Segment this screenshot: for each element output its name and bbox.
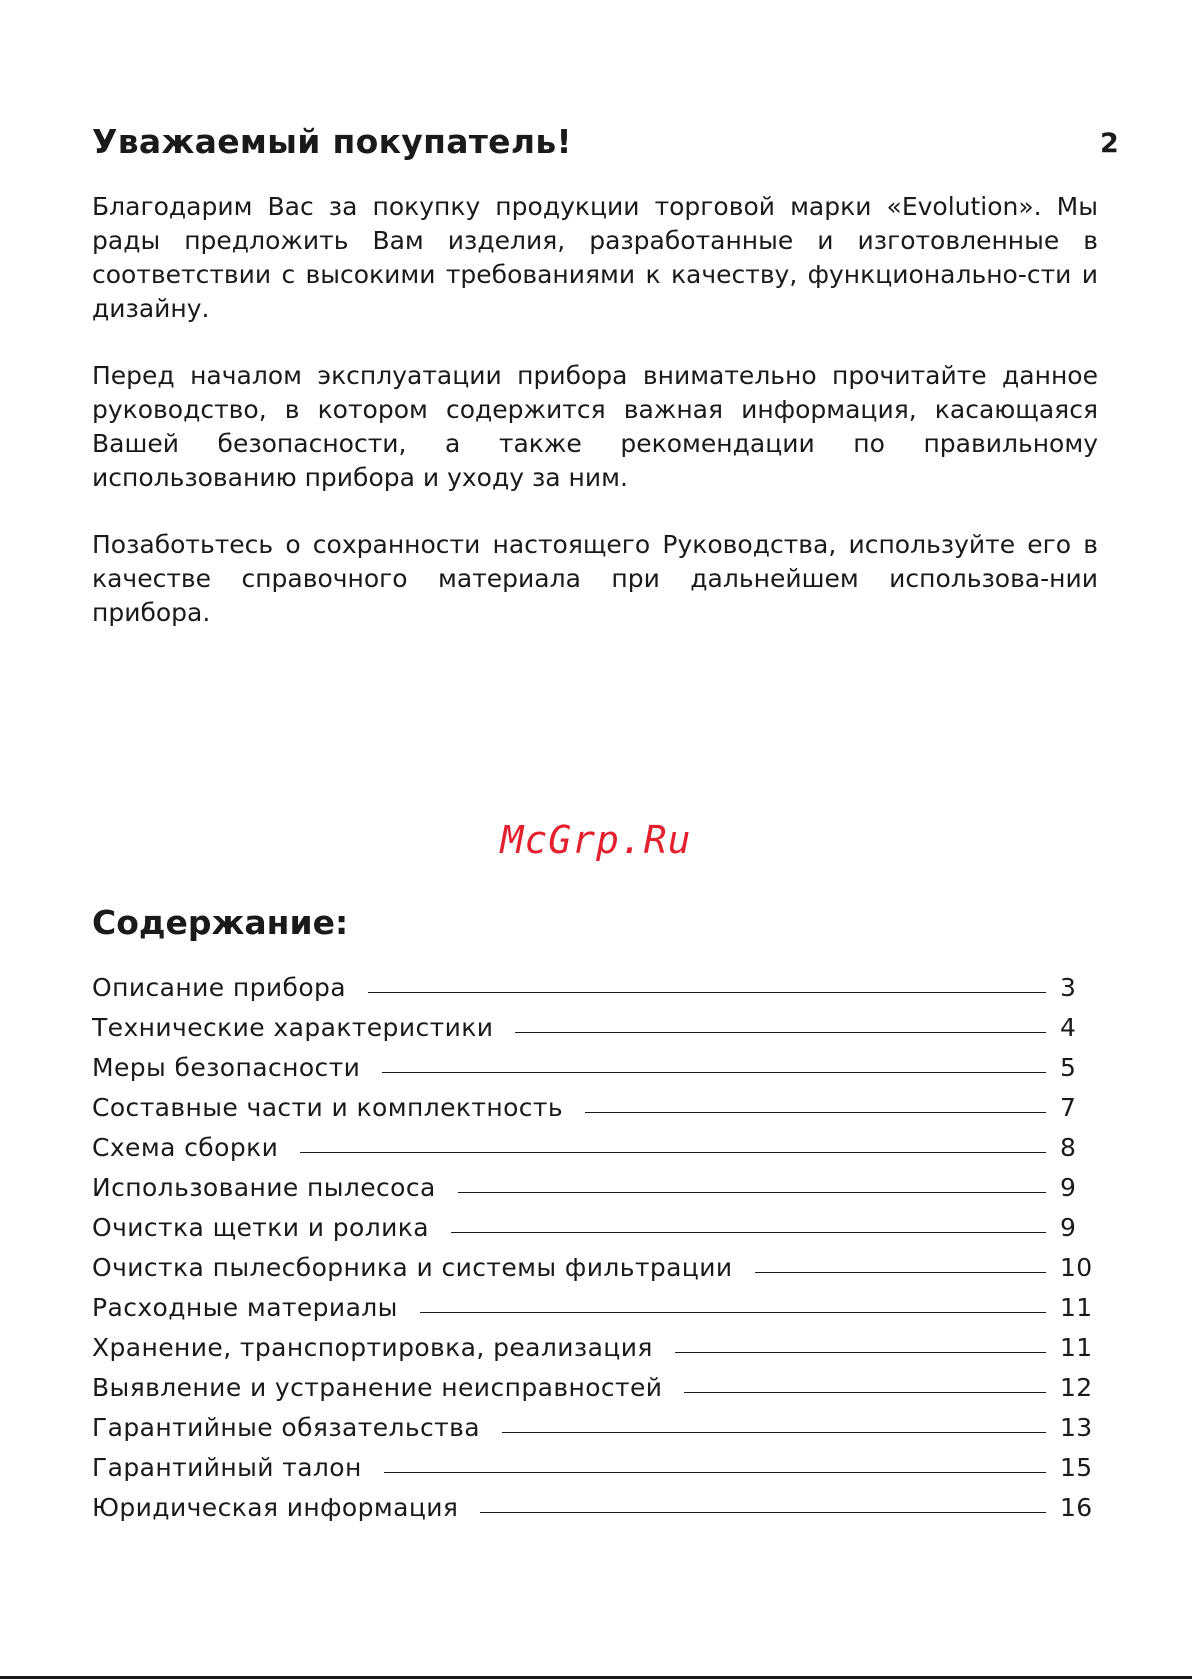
toc-item-label: Описание прибора	[92, 973, 347, 1002]
toc-item[interactable]	[92, 1402, 1092, 1442]
toc-item[interactable]	[92, 962, 1092, 1002]
toc-item-label: Меры безопасности	[92, 1053, 361, 1082]
toc-item-label: Расходные материалы	[92, 1293, 398, 1322]
toc-item-page: 9	[1060, 1173, 1077, 1202]
table-of-contents	[92, 962, 1092, 1522]
toc-item-label: Очистка пылесборника и системы фильтрации	[92, 1253, 733, 1282]
toc-leader-line	[515, 1032, 1046, 1033]
toc-leader-line	[420, 1312, 1046, 1313]
toc-item-page: 3	[1060, 973, 1077, 1002]
toc-leader-line	[480, 1512, 1046, 1513]
toc-leader-line	[755, 1272, 1046, 1273]
intro-paragraph: Благодарим Вас за покупку продукции торговой марки «Evolution». Мы рады предложить Вам изделия, разработанные и изготовленные в соответствии с высокими требованиями к качеству, функционально-сти и дизайну.	[92, 192, 1098, 323]
toc-leader-line	[458, 1192, 1046, 1193]
toc-item-page: 11	[1060, 1333, 1093, 1362]
toc-item[interactable]	[92, 1482, 1092, 1522]
toc-item-label: Хранение, транспортировка, реализация	[92, 1333, 653, 1362]
watermark: McGrp.Ru	[500, 818, 692, 862]
toc-leader-line	[502, 1432, 1046, 1433]
toc-item-label: Схема сборки	[92, 1133, 279, 1162]
toc-item-label: Выявление и устранение неисправностей	[92, 1373, 663, 1402]
toc-item-label: Составные части и комплектность	[92, 1093, 564, 1122]
toc-item-label: Гарантийные обязательства	[92, 1413, 480, 1442]
toc-item[interactable]	[92, 1002, 1092, 1042]
toc-leader-line	[300, 1152, 1046, 1153]
toc-item-label: Использование пылесоса	[92, 1173, 436, 1202]
toc-item-page: 4	[1060, 1013, 1077, 1042]
toc-item[interactable]	[92, 1042, 1092, 1082]
toc-leader-line	[368, 992, 1046, 993]
page-number: 2	[1100, 128, 1119, 159]
toc-leader-line	[382, 1072, 1046, 1073]
toc-item-label: Технические характеристики	[92, 1013, 494, 1042]
toc-item[interactable]	[92, 1282, 1092, 1322]
toc-leader-line	[675, 1352, 1046, 1353]
toc-leader-line	[585, 1112, 1046, 1113]
intro-text	[92, 190, 1098, 663]
toc-item-label: Очистка щетки и ролика	[92, 1213, 429, 1242]
toc-item[interactable]	[92, 1122, 1092, 1162]
toc-item-page: 12	[1060, 1373, 1093, 1402]
greeting-heading: Уважаемый покупатель!	[92, 122, 572, 161]
toc-title: Содержание:	[92, 903, 349, 942]
toc-item-page: 11	[1060, 1293, 1093, 1322]
intro-paragraph: Позаботьтесь о сохранности настоящего Руководства, используйте его в качестве справочного материала при дальнейшем использова-нии прибора.	[92, 530, 1098, 627]
toc-leader-line	[451, 1232, 1046, 1233]
toc-item-page: 7	[1060, 1093, 1077, 1122]
toc-leader-line	[384, 1472, 1046, 1473]
toc-item[interactable]	[92, 1442, 1092, 1482]
toc-item-page: 5	[1060, 1053, 1077, 1082]
toc-item-label: Гарантийный талон	[92, 1453, 362, 1482]
toc-item-page: 8	[1060, 1133, 1077, 1162]
toc-item-label: Юридическая информация	[92, 1493, 459, 1522]
toc-item-page: 16	[1060, 1493, 1093, 1522]
toc-item[interactable]	[92, 1242, 1092, 1282]
toc-item-page: 9	[1060, 1213, 1077, 1242]
toc-item[interactable]	[92, 1162, 1092, 1202]
toc-item-page: 15	[1060, 1453, 1093, 1482]
toc-item[interactable]	[92, 1322, 1092, 1362]
intro-paragraph: Перед началом эксплуатации прибора внимательно прочитайте данное руководство, в котором содержится важная информация, касающаяся Вашей безопасности, а также рекомендации по правильному использованию прибора и уходу за ним.	[92, 361, 1098, 492]
toc-leader-line	[684, 1392, 1046, 1393]
toc-item[interactable]	[92, 1082, 1092, 1122]
toc-item-page: 13	[1060, 1413, 1093, 1442]
toc-item[interactable]	[92, 1202, 1092, 1242]
toc-item[interactable]	[92, 1362, 1092, 1402]
toc-item-page: 10	[1060, 1253, 1093, 1282]
